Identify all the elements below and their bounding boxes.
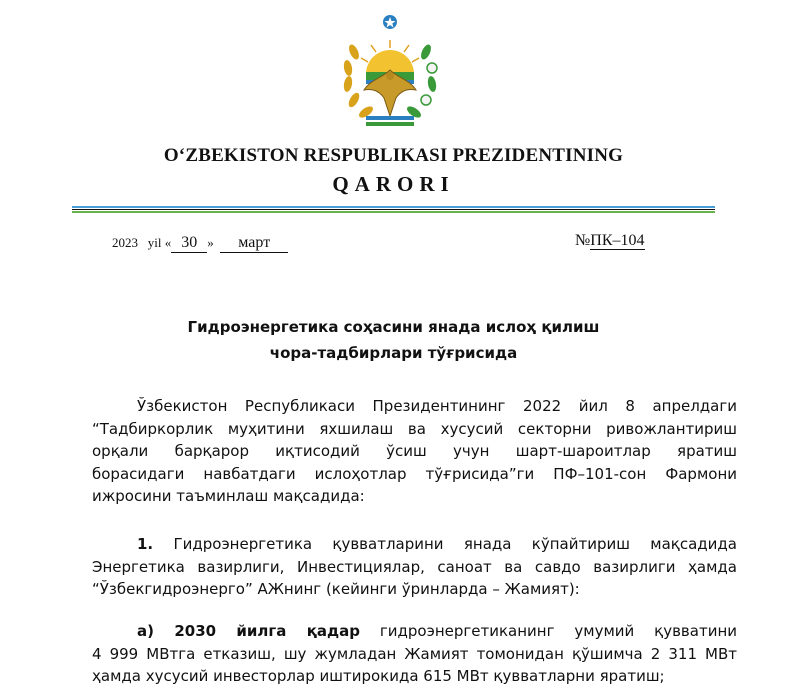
- document-title: [0, 314, 787, 366]
- item-1-line-1: [92, 533, 737, 556]
- item-a-line-1: [92, 620, 737, 643]
- date-yil-label: yil: [147, 235, 162, 250]
- document-title-line-1: Гидроэнергетика соҳасини янада ислоҳ қилиш: [187, 318, 600, 336]
- coat-of-arms-emblem: [336, 12, 444, 132]
- item-a-line-2: 4 999 МВтга етказиш, шу жумладан Жамият томонидан қўшимча 2 311 МВт: [92, 644, 737, 663]
- header-divider-black: [72, 209, 715, 210]
- date-year: 2023: [112, 235, 138, 250]
- item-a-text: гидроэнергетиканинг умумий қувватини: [360, 622, 738, 640]
- header-divider-blue: [72, 206, 715, 208]
- date-day: 30: [171, 234, 207, 253]
- item-1-number: 1.: [137, 535, 154, 553]
- number-value: ПК–104: [590, 232, 645, 249]
- date-close-quote: »: [207, 235, 214, 250]
- item-a-label: а) 2030 йилга қадар: [137, 622, 361, 640]
- emblem-star: [383, 15, 397, 29]
- decree-number: [575, 232, 645, 250]
- preamble-line: борасидаги навбатдаги ислоҳотлар тўғрисида”ги ПФ–101-сон Фармони: [92, 464, 737, 483]
- number-prefix: №: [575, 232, 591, 249]
- preamble-line: ижросини таъминлаш мақсадида:: [92, 487, 365, 505]
- date-month: март: [220, 234, 288, 253]
- item-a: [92, 620, 737, 688]
- issuer-title: O‘ZBEKISTON RESPUBLIKASI PREZIDENTINING: [163, 145, 624, 166]
- item-1: [92, 533, 737, 601]
- preamble-line: “Тадбиркорлик муҳитини яхшилаш ва хусусий секторни ривожлантириш: [92, 419, 737, 438]
- item-1-line-2: Энергетика вазирлиги, Инвестициялар, саноат ва савдо вазирлиги ҳамда: [92, 557, 737, 576]
- decree-date: [112, 234, 288, 253]
- preamble-line: Ўзбекистон Республикаси Президентининг 2022 йил 8 апрелдаги: [137, 397, 737, 415]
- header-divider-green: [72, 211, 715, 213]
- preamble: [92, 395, 737, 508]
- preamble-line: орқали барқарор иқтисодий ўсиш учун шарт-шароитлар яратиш: [92, 442, 737, 460]
- document-title-line-2: чора-тадбирлари тўғрисида: [269, 344, 518, 362]
- emblem-ribbon: [366, 116, 414, 126]
- decree-type-title: QARORI: [332, 172, 455, 196]
- item-1-line-3: “Ўзбекгидроэнерго” АЖнинг (кейинги ўринларда – Жамият):: [92, 580, 580, 598]
- date-open-quote: «: [164, 235, 172, 250]
- item-1-text: Гидроэнергетика қувватларини янада кўпайтириш мақсадида: [153, 535, 737, 553]
- item-a-line-3: ҳамда хусусий инвесторлар иштирокида 615 МВт қувватларни яратиш;: [92, 667, 665, 685]
